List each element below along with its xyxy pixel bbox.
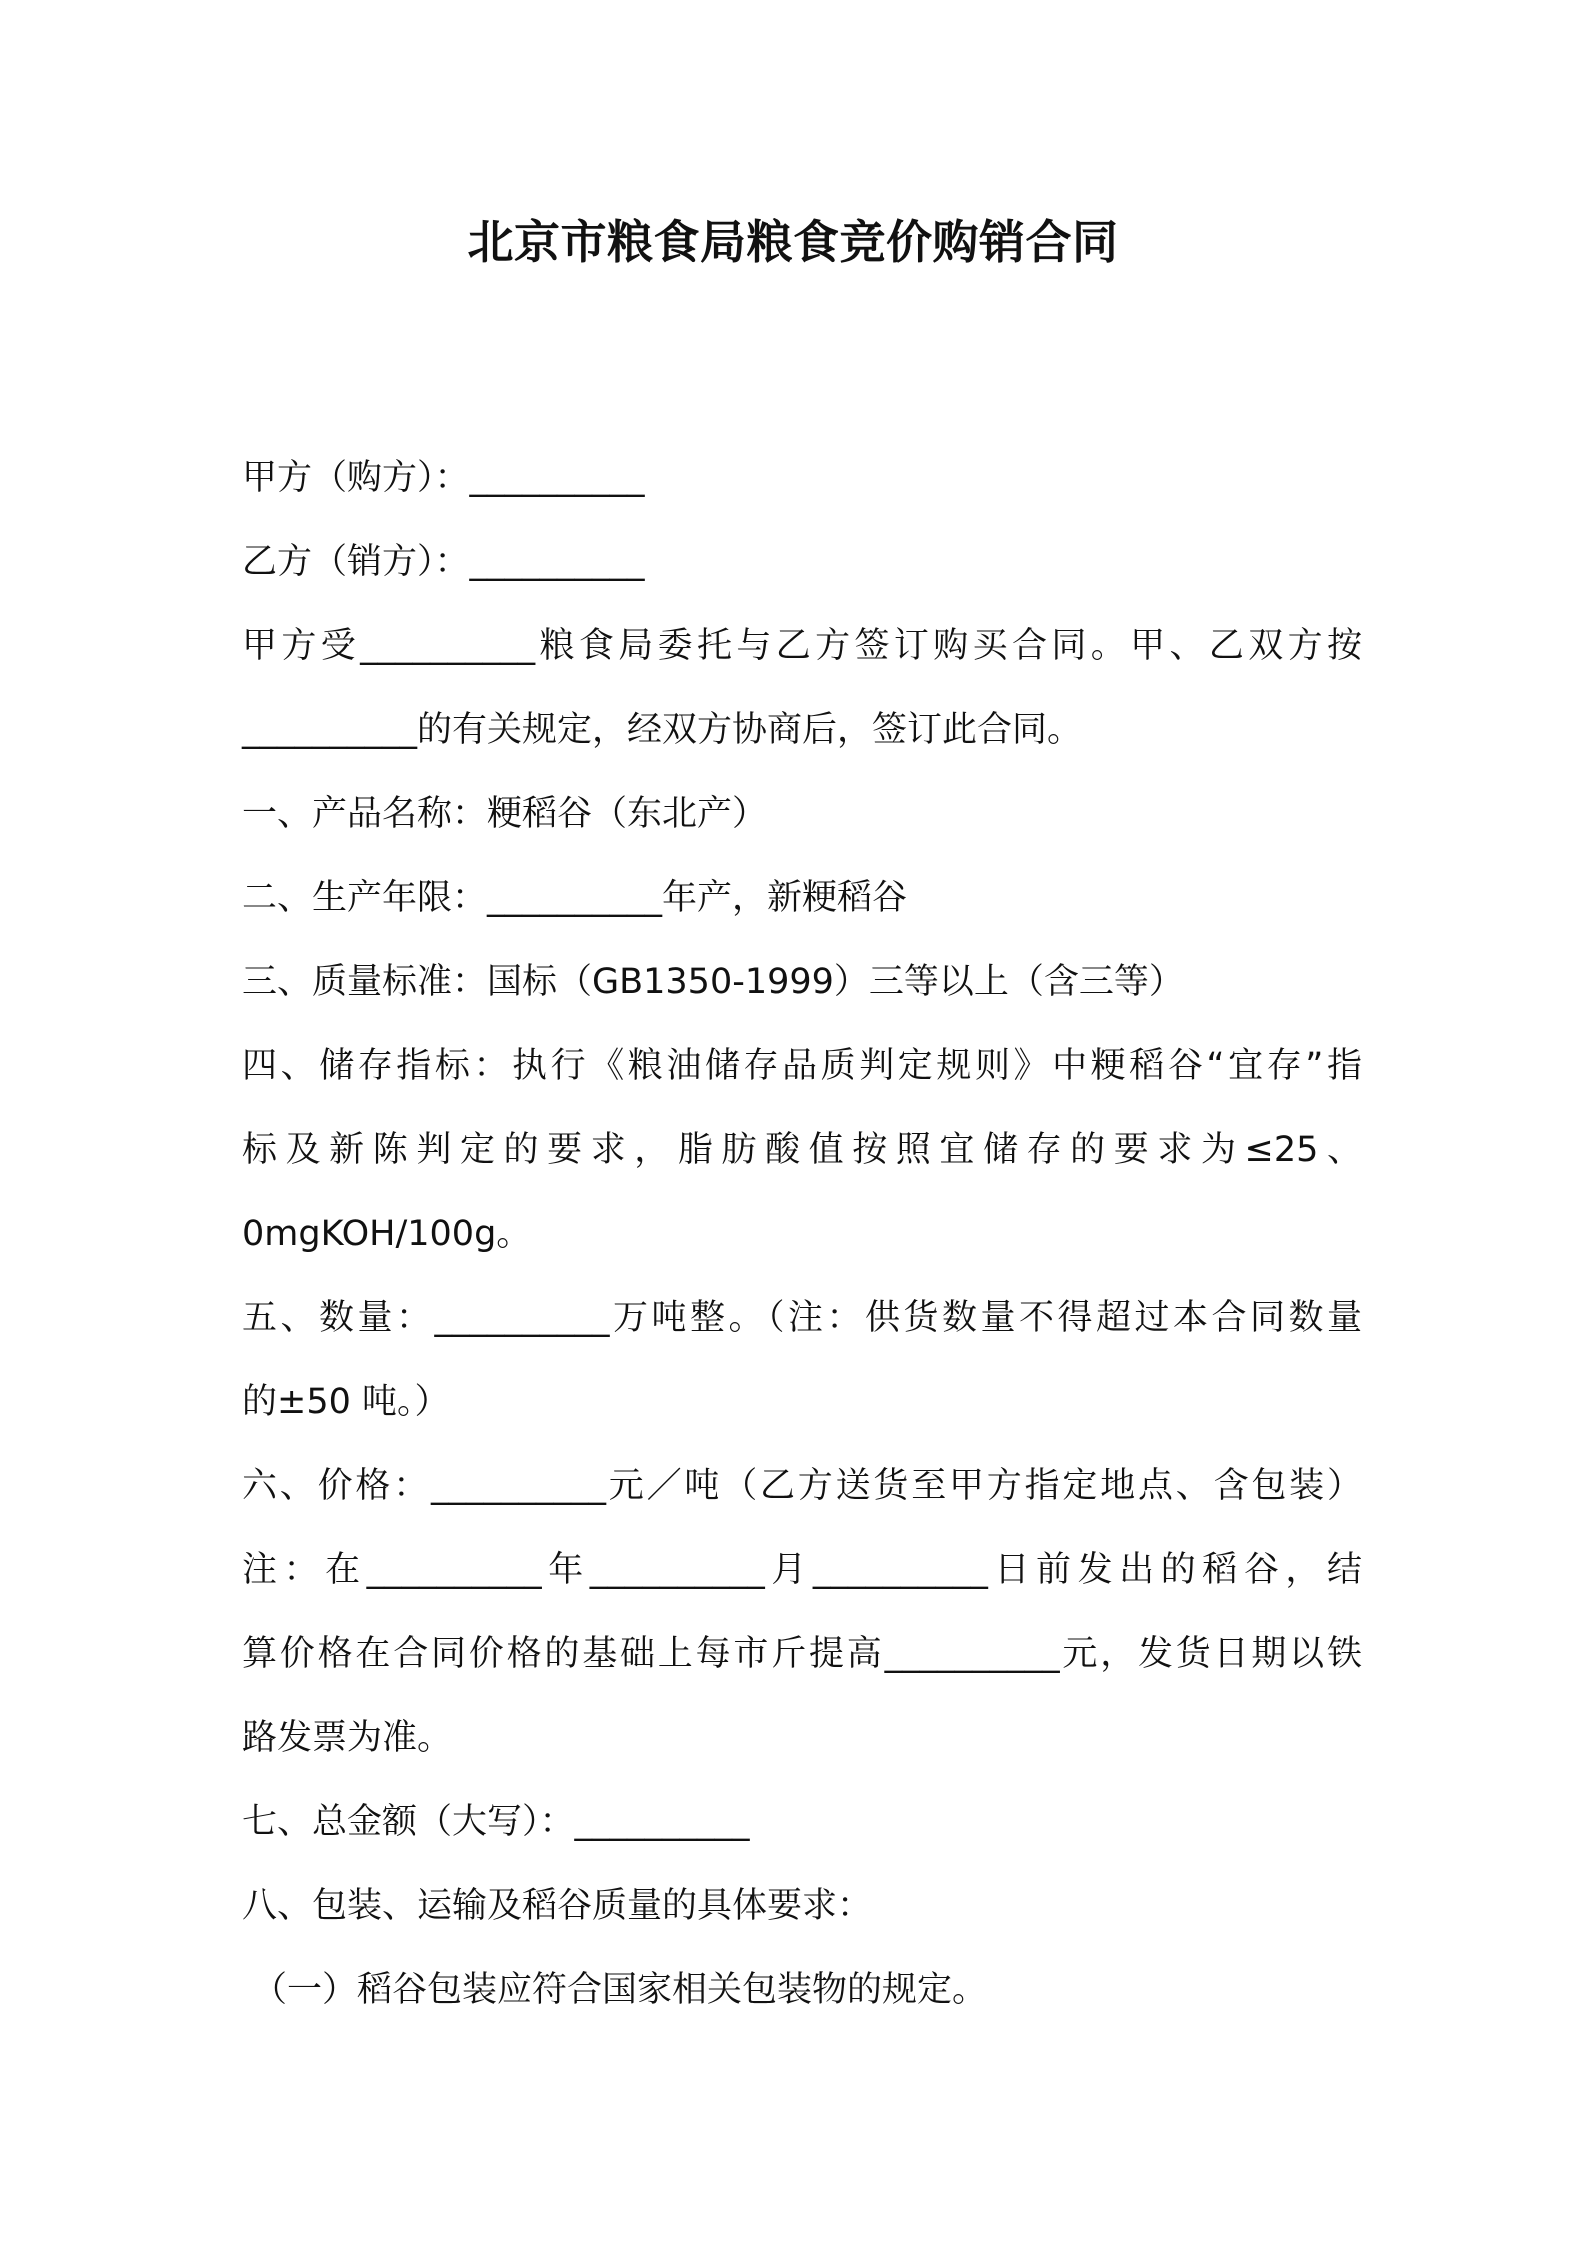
clause-storage-line-3: 0mgKOH/100g。 [242,1214,532,1254]
clause-quantity-line-1: 五、数量：__________万吨整。（注：供货数量不得超过本合同数量 [242,1298,1362,1338]
clause-storage-line-2: 标及新陈判定的要求，脂肪酸值按照宜储存的要求为≤25、 [242,1130,1362,1170]
document-title: 北京市粮食局粮食竞价购销合同 [467,215,1119,269]
clause-total-amount: 七、总金额（大写）：__________ [242,1802,750,1842]
clause-quality-standard: 三、质量标准：国标（GB1350-1999）三等以上（含三等） [242,962,1184,1002]
clause-packaging-item-1: （一）稻谷包装应符合国家相关包装物的规定。 [252,1970,988,2010]
entrustment-line-1: 甲方受__________粮食局委托与乙方签订购买合同。甲、乙双方按 [242,626,1362,666]
note-line-1: 注：在__________年__________月__________日前发出的稻谷，结 [242,1550,1362,1590]
clause-production-year: 二、生产年限：__________年产，新粳稻谷 [242,878,908,918]
note-line-3: 路发票为准。 [242,1718,453,1758]
clause-storage-line-1: 四、储存指标：执行《粮油储存品质判定规则》中粳稻谷“宜存”指 [242,1046,1362,1086]
clause-product-name: 一、产品名称：粳稻谷（东北产） [242,794,768,834]
party-a-line: 甲方（购方）：__________ [242,458,645,498]
clause-quantity-line-2: 的±50 吨。） [242,1382,450,1422]
clause-price: 六、价格：__________元／吨（乙方送货至甲方指定地点、含包装） [242,1466,1362,1506]
clause-packaging-heading: 八、包装、运输及稻谷质量的具体要求： [242,1886,873,1926]
note-line-2: 算价格在合同价格的基础上每市斤提高__________元，发货日期以铁 [242,1634,1362,1674]
contract-body [242,448,1362,2044]
party-b-line: 乙方（销方）：__________ [242,542,645,582]
entrustment-line-2: __________的有关规定，经双方协商后，签订此合同。 [242,710,1083,750]
